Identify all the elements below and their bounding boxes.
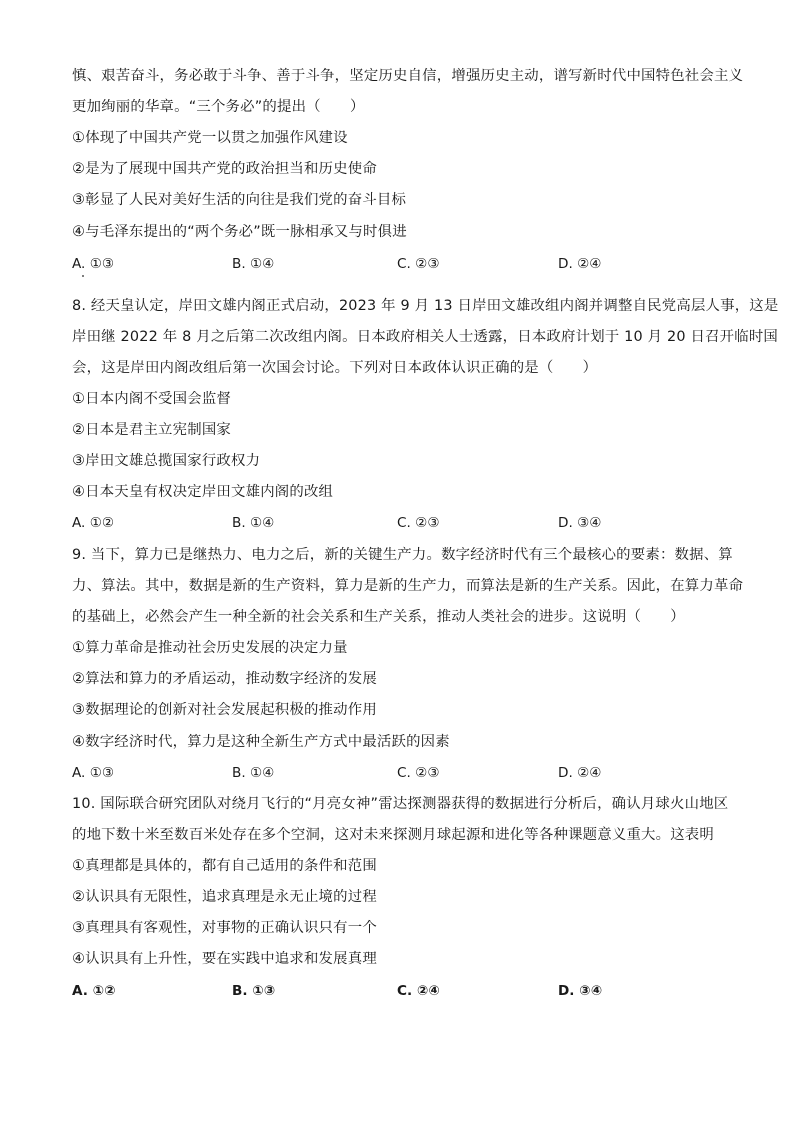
q7-option-d[interactable]: D. ②④ (558, 256, 602, 272)
q7-stem-line2: 更加绚丽的华章。“三个务必”的提出（ ） (72, 99, 365, 115)
q9-option-c[interactable]: C. ②③ (397, 765, 440, 781)
q8-option-a[interactable]: A. ①② (72, 515, 115, 531)
q8-item-1: ①日本内阁不受国会监督 (72, 391, 232, 407)
q10-item-4: ④认识具有上升性，要在实践中追求和发展真理 (72, 951, 377, 967)
q10-item-2: ②认识具有无限性，追求真理是永无止境的过程 (72, 889, 377, 905)
q8-item-4: ④日本天皇有权决定岸田文雄内阁的改组 (72, 484, 334, 500)
q9-option-a[interactable]: A. ①③ (72, 765, 115, 781)
q9-item-4: ④数字经济时代，算力是这种全新生产方式中最活跃的因素 (72, 734, 450, 750)
q8-stem-line2: 岸田继 2022 年 8 月之后第二次改组内阁。日本政府相关人士透露，日本政府计划于 10 月 20 日召开临时国 (72, 329, 779, 345)
q7-option-c[interactable]: C. ②③ (397, 256, 440, 272)
q9-option-d[interactable]: D. ②④ (558, 765, 602, 781)
q8-stem-line1: 8. 经天皇认定，岸田文雄内阁正式启动，2023 年 9 月 13 日岸田文雄改组内阁并调整自民党高层人事，这是 (72, 298, 779, 314)
q7-stem-line1: 慎、艰苦奋斗，务必敢于斗争、善于斗争，坚定历史自信，增强历史主动，谱写新时代中国特色社会主义 (72, 68, 744, 84)
q10-option-b[interactable]: B. ①③ (232, 983, 276, 999)
q10-stem-line2: 的地下数十米至数百米处存在多个空洞，这对未来探测月球起源和进化等各种课题意义重大。这表明 (72, 827, 714, 843)
q8-option-b[interactable]: B. ①④ (232, 515, 275, 531)
q10-item-3: ③真理具有客观性，对事物的正确认识只有一个 (72, 920, 377, 936)
stray-dot (82, 275, 84, 277)
q10-item-1: ①真理都是具体的，都有自己适用的条件和范围 (72, 858, 377, 874)
q9-stem-line2: 力、算法。其中，数据是新的生产资料，算力是新的生产力，而算法是新的生产关系。因此，在算力革命 (72, 578, 744, 594)
q8-item-3: ③岸田文雄总揽国家行政权力 (72, 453, 261, 469)
q8-option-d[interactable]: D. ③④ (558, 515, 602, 531)
q9-item-1: ①算力革命是推动社会历史发展的决定力量 (72, 640, 348, 656)
q9-item-3: ③数据理论的创新对社会发展起积极的推动作用 (72, 702, 377, 718)
q7-option-a[interactable]: A. ①③ (72, 256, 115, 272)
q10-option-c[interactable]: C. ②④ (397, 983, 440, 999)
q10-option-a[interactable]: A. ①② (72, 983, 116, 999)
q7-item-1: ①体现了中国共产党一以贯之加强作风建设 (72, 130, 348, 146)
q7-item-2: ②是为了展现中国共产党的政治担当和历史使命 (72, 161, 377, 177)
q7-item-4: ④与毛泽东提出的“两个务必”既一脉相承又与时俱进 (72, 224, 407, 240)
q7-option-b[interactable]: B. ①④ (232, 256, 275, 272)
q8-stem-line3: 会，这是岸田内阁改组后第一次国会讨论。下列对日本政体认识正确的是（ ） (72, 360, 598, 376)
q10-option-d[interactable]: D. ③④ (558, 983, 603, 999)
q9-stem-line1: 9. 当下，算力已是继热力、电力之后，新的关键生产力。数字经济时代有三个最核心的要素：数据、算 (72, 547, 733, 563)
q8-item-2: ②日本是君主立宪制国家 (72, 422, 232, 438)
q9-stem-line3: 的基础上，必然会产生一种全新的社会关系和生产关系，推动人类社会的进步。这说明（ ） (72, 609, 685, 625)
q9-option-b[interactable]: B. ①④ (232, 765, 275, 781)
q9-item-2: ②算法和算力的矛盾运动，推动数字经济的发展 (72, 671, 377, 687)
q8-option-c[interactable]: C. ②③ (397, 515, 440, 531)
q10-stem-line1: 10. 国际联合研究团队对绕月飞行的“月亮女神”雷达探测器获得的数据进行分析后，确认月球火山地区 (72, 796, 729, 812)
q7-item-3: ③彰显了人民对美好生活的向往是我们党的奋斗目标 (72, 192, 407, 208)
